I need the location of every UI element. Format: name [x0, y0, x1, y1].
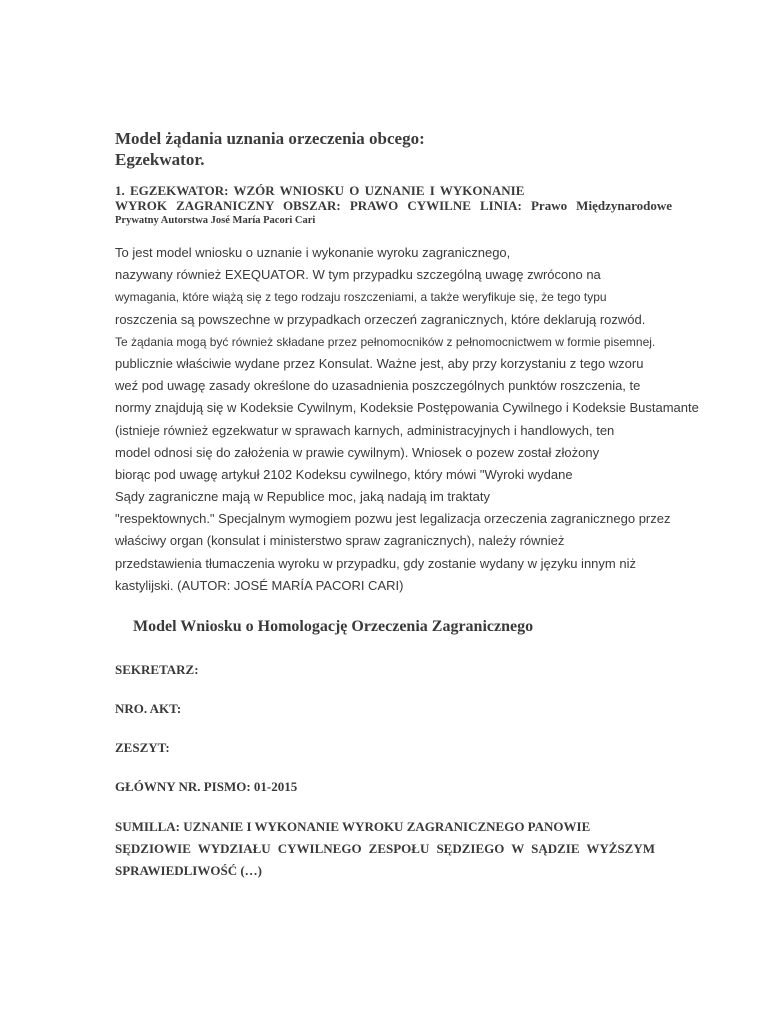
paragraph-line: Te żądania mogą być również składane przez pełnomocników z pełnomocnictwem w formie pisemnej. — [115, 334, 656, 349]
field-zeszyt: ZESZYT: — [115, 740, 170, 755]
field-nro-akt: NRO. AKT: — [115, 701, 182, 716]
paragraph-line: "respektownych." Specjalnym wymogiem pozwu jest legalizacja orzeczenia zagranicznego przez — [115, 511, 671, 527]
section-heading-1-line-1: 1. EGZEKWATOR: WZÓR WNIOSKU O UZNANIE I WYKONANIE — [115, 183, 525, 198]
paragraph-line: kastylijski. (AUTOR: JOSÉ MARÍA PACORI CARI) — [115, 577, 404, 593]
paragraph-line: Sądy zagraniczne mają w Republice moc, jaką nadają im traktaty — [115, 489, 491, 505]
intro-paragraph — [115, 242, 699, 597]
paragraph-line: wymagania, które wiążą się z tego rodzaju roszczeniami, a także weryfikuje się, że tego typu — [115, 290, 607, 305]
paragraph-line: nazywany również EXEQUATOR. W tym przypadku szczególną uwagę zwrócono na — [115, 267, 601, 283]
document-title — [115, 128, 425, 170]
sumilla-line: SPRAWIEDLIWOŚĆ (…) — [115, 863, 262, 878]
paragraph-line: przedstawienia tłumaczenia wyroku w przypadku, gdy zostanie wydany w języku innym niż — [115, 555, 636, 571]
document-title-line-2: Egzekwator. — [115, 150, 205, 169]
document-title-line-1: Model żądania uznania orzeczenia obcego: — [115, 129, 425, 148]
sumilla-line: SUMILLA: UZNANIE I WYKONANIE WYROKU ZAGRANICZNEGO PANOWIE — [115, 819, 591, 834]
model-section-title: Model Wniosku o Homologację Orzeczenia Zagranicznego — [133, 618, 534, 635]
author-byline: Prywatny Autorstwa José María Pacori Cari — [115, 215, 316, 226]
paragraph-line: normy znajdują się w Kodeksie Cywilnym, Kodeksie Postępowania Cywilnego i Kodeksie Bustamante — [115, 400, 699, 416]
paragraph-line: roszczenia są powszechne w przypadkach orzeczeń zagranicznych, które deklarują rozwód. — [115, 311, 646, 327]
sumilla-line: SĘDZIOWIE WYDZIAŁU CYWILNEGO ZESPOŁU SĘDZIEGO W SĄDZIE WYŻSZYM — [115, 841, 655, 856]
paragraph-line: biorąc pod uwagę artykuł 2102 Kodeksu cywilnego, który mówi "Wyroki wydane — [115, 466, 573, 482]
paragraph-line: (istnieje również egzekwatur w sprawach karnych, administracyjnych i handlowych, ten — [115, 422, 615, 438]
sumilla-block — [115, 816, 655, 882]
paragraph-line: To jest model wniosku o uznanie i wykonanie wyroku zagranicznego, — [115, 245, 511, 260]
field-sekretarz: SEKRETARZ: — [115, 662, 199, 677]
section-heading-1 — [115, 183, 672, 213]
paragraph-line: publicznie właściwie wydane przez Konsulat. Ważne jest, aby przy korzystaniu z tego wzoru — [115, 355, 644, 371]
paragraph-line: weź pod uwagę zasady określone do uzasadnienia poszczególnych punktów roszczenia, te — [115, 378, 641, 394]
field-glowny-nr-pismo: GŁÓWNY NR. PISMO: 01-2015 — [115, 779, 298, 794]
section-heading-1-line-2: WYROK ZAGRANICZNY OBSZAR: PRAWO CYWILNE LINIA: Prawo Międzynarodowe — [115, 198, 672, 213]
paragraph-line: model odnosi się do założenia w prawie cywilnym). Wniosek o pozew został złożony — [115, 444, 600, 460]
paragraph-line: właściwy organ (konsulat i ministerstwo spraw zagranicznych), należy również — [115, 533, 565, 549]
